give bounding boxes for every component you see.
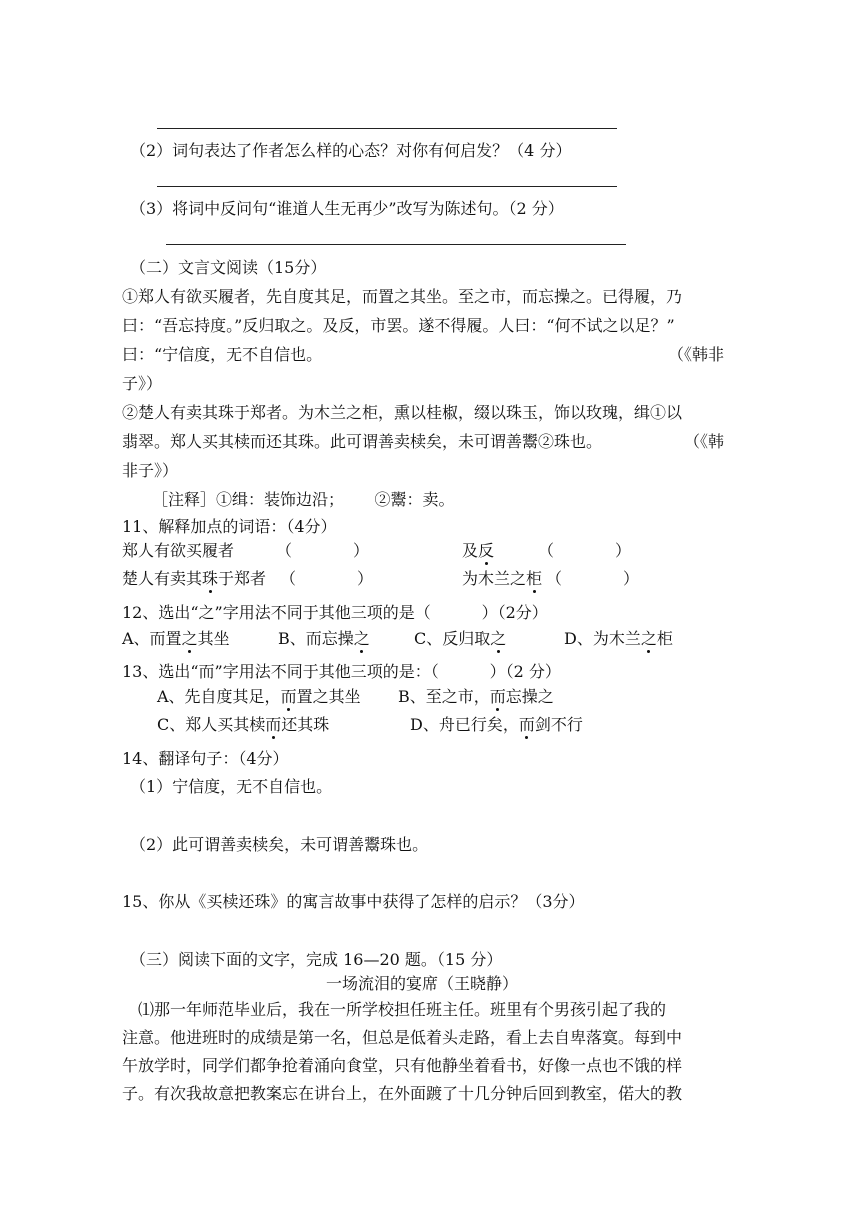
q12-option-c: C、反归取之 xyxy=(414,629,507,648)
q12-option-d: D、为木兰之柜 xyxy=(564,629,673,648)
dotted-word: 之 xyxy=(640,629,657,648)
q11-item: 及反 xyxy=(462,541,495,560)
q11-item: 楚人有卖其珠于郑者 xyxy=(122,569,267,588)
q12-option-b: B、而忘操之 xyxy=(278,629,370,648)
q15-stem: 15、你从《买椟还珠》的寓言故事中获得了怎样的启示？（3分） xyxy=(122,892,585,911)
passage1-line: ①郑人有欲买履者，先自度其足，而置之其坐。至之市，而忘操之。已得履，乃 xyxy=(122,287,683,306)
q13-option-c: C、郑人买其椟而还其珠 xyxy=(157,715,330,734)
story-line: 子。有次我故意把教案忘在讲台上，在外面踱了十几分钟后回到教室，偌大的教 xyxy=(122,1084,683,1103)
q11-item: 郑人有欲买履者 xyxy=(122,541,235,560)
passage2-line: 翡翠。郑人买其椟而还其珠。此可谓善卖椟矣，未可谓善鬻②珠也。 xyxy=(122,432,603,451)
q11-item: 为木兰之柜 xyxy=(462,569,543,588)
q11-blank: （ ） xyxy=(280,569,374,588)
q10-part2: （2）词句表达了作者怎么样的心态？对你有何启发？（4 分） xyxy=(130,141,572,160)
q13-option-d: D、舟已行矣，而剑不行 xyxy=(410,715,583,734)
q14-sentence1: （1）宁信度，无不自信也。 xyxy=(130,777,333,796)
q11-blank: （ ） xyxy=(546,569,640,588)
q13-option-a: A、先自度其足，而置之其坐 xyxy=(157,687,361,706)
passage1-source: （《韩非 xyxy=(668,345,725,364)
section3-header: （三）阅读下面的文字，完成 16—20 题。（15 分） xyxy=(130,950,503,969)
q12-stem: 12、选出“之”字用法不同于其他三项的是（ ）（2分） xyxy=(122,603,548,622)
story-line: 午放学时，同学们都争抢着涌向食堂，只有他静坐着看书，好像一点也不饿的样 xyxy=(122,1056,683,1075)
dotted-word: 而 xyxy=(489,687,506,706)
dotted-word: 之 xyxy=(181,629,198,648)
q11-stem: 11、解释加点的词语：（4分） xyxy=(122,517,337,536)
answer-line xyxy=(157,186,617,187)
q11-blank: （ ） xyxy=(538,541,632,560)
q14-stem: 14、翻译句子：（4分） xyxy=(122,749,289,768)
passage1-line: 曰：“宁信度，无不自信也。 xyxy=(122,345,323,364)
dotted-word: 反 xyxy=(478,541,495,560)
q14-sentence2: （2）此可谓善卖椟矣，未可谓善鬻珠也。 xyxy=(130,835,429,854)
q11-blank: （ ） xyxy=(276,541,370,560)
dotted-word: 而 xyxy=(280,687,297,706)
story-line: ⑴那一年师范毕业后，我在一所学校担任班主任。班里有个男孩引起了我的 xyxy=(138,1000,667,1019)
dotted-word: 珠 xyxy=(202,569,219,588)
story-title: 一场流泪的宴席（王晓静） xyxy=(326,974,519,993)
annotation-note: ［注释］①缉：装饰边沿； ②鬻：卖。 xyxy=(152,490,455,509)
dotted-word: 而 xyxy=(265,715,282,734)
answer-line xyxy=(157,128,617,129)
dotted-word: 柜 xyxy=(526,569,543,588)
answer-line xyxy=(166,244,626,245)
passage1-line: 曰：“吾忘持度。”反归取之。及反，市罢。遂不得履。人曰：“何不试之以足？” xyxy=(122,316,675,335)
section2-header: （二）文言文阅读（15分） xyxy=(130,258,327,277)
story-line: 注意。他进班时的成绩是第一名，但总是低着头走路，看上去自卑落寞。每到中 xyxy=(122,1028,683,1047)
passage1-line: 子》） xyxy=(122,374,163,393)
dotted-word: 而 xyxy=(518,715,535,734)
q13-option-b: B、至之市，而忘操之 xyxy=(398,687,554,706)
q12-option-a: A、而置之其坐 xyxy=(122,629,230,648)
passage2-source: （《韩 xyxy=(684,432,725,451)
passage2-line: ②楚人有卖其珠于郑者。为木兰之柜，熏以桂椒，缀以珠玉，饰以玫瑰，缉①以 xyxy=(122,403,683,422)
dotted-word: 之 xyxy=(353,629,370,648)
q10-part3: （3）将词中反问句“谁道人生无再少”改写为陈述句。（2 分） xyxy=(130,199,564,218)
q13-stem: 13、选出“而”字用法不同于其他三项的是：（ ）（2 分） xyxy=(122,662,561,681)
passage2-line: 非子》） xyxy=(122,461,179,480)
dotted-word: 之 xyxy=(490,629,507,648)
